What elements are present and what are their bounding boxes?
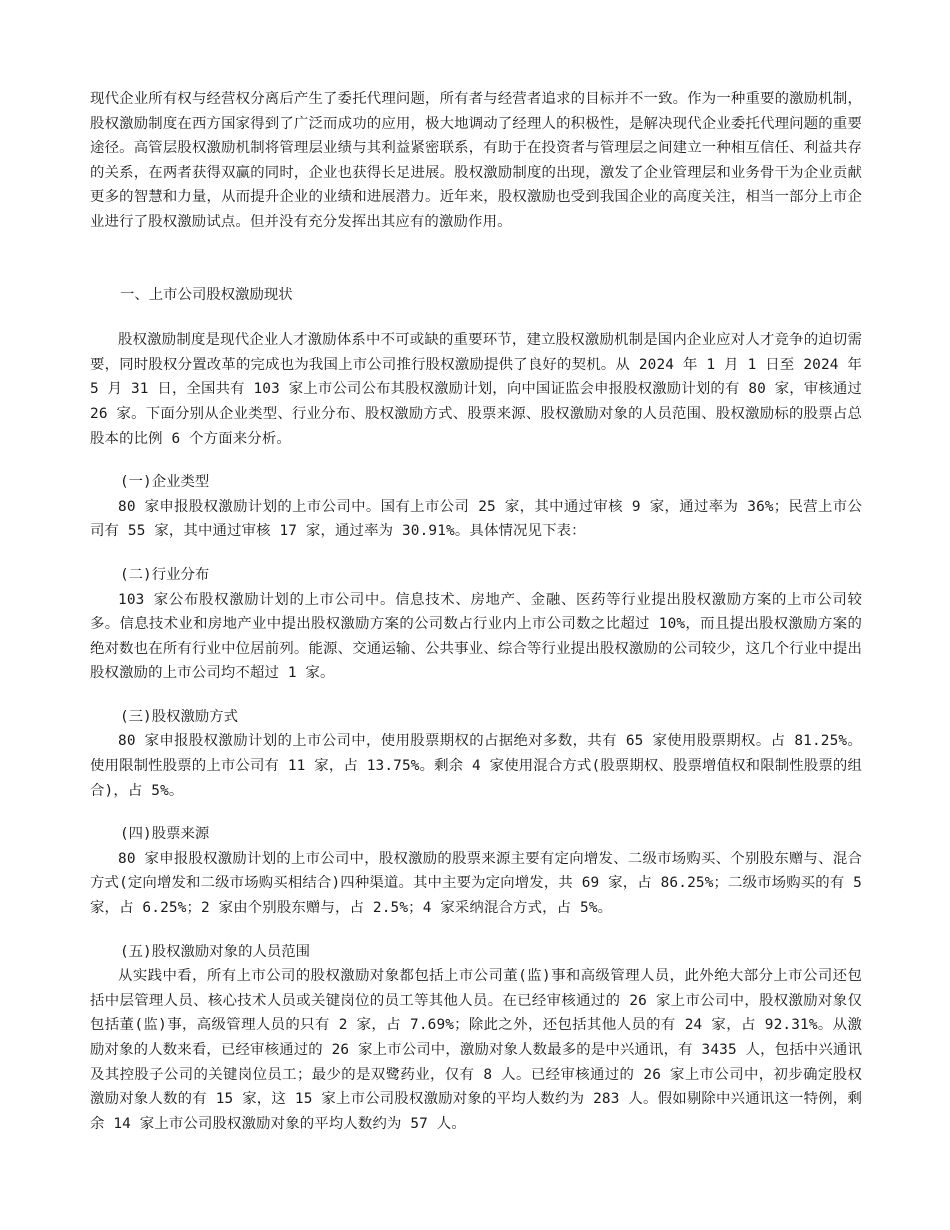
spacer [90, 544, 862, 563]
subsection-body-incentive-method: 80 家申报股权激励计划的上市公司中，使用股票期权的占据绝对多数，共有 65 家使用股票期权。占 81.25%。使用限制性股票的上市公司有 11 家，占 13.75%。剩余 4 家使用混合方式(股票期权、股票增值权和限制性股票的组合)，占 5%。 [90, 733, 862, 799]
subsection-body-personnel-scope: 从实践中看，所有上市公司的股权激励对象都包括上市公司董(监)事和高级管理人员，此外绝大部分上市公司还包括中层管理人员、核心技术人员或关键岗位的员工等其他人员。在已经审核通过的 26 家上市公司中，股权激励对象仅包括董(监)事，高级管理人员的只有 2 家，占 7.69%；除此之外，还包括其他人员的有 24 家，占 92.31%。从激励对象的人数来看，已经审核通过的 26 家上市公司中，激励对象人数最多的是中兴通讯，有 3435 人，包括中兴通讯及其控股子公司的关键岗位员工；最少的是双鹭药业，仅有 8 人。已经审核通过的 26 家上市公司中，初步确定股权激励对象人数的有 15 家，这 15 家上市公司股权激励对象的平均人数约为 283 人。假如剔除中兴通讯这一特例，剩余 14 家上市公司股权激励对象的平均人数约为 57 人。 [90, 968, 862, 1132]
section-lead-paragraph: 股权激励制度是现代企业人才激励体系中不可或缺的重要环节，建立股权激励机制是国内企业应对人才竞争的迫切需要，同时股权分置改革的完成也为我国上市公司推行股权激励提供了良好的契机。从 2024 年 1 月 1 日至 2024 年 5 月 31 日，全国共有 103 家上市公司公布其股权激励计划，向中国证监会申报股权激励计划的有 80 家，审核通过 26 家。下面分别从企业类型、行业分布、股权激励方式、股票来源、股权激励对象的人员范围、股权激励标的股票占总股本的比例 6 个方面来分析。 [90, 332, 862, 447]
intro-paragraph: 现代企业所有权与经营权分离后产生了委托代理问题，所有者与经营者追求的目标并不一致。作为一种重要的激励机制，股权激励制度在西方国家得到了广泛而成功的应用，极大地调动了经理人的积极性，是解决现代企业委托代理问题的重要途径。高管层股权激励机制将管理层业绩与其利益紧密联系，有助于在投资者与管理层之间建立一种相互信任、利益共存的关系，在两者获得双赢的同时，企业也获得长足进展。股权激励制度的出现，激发了企业管理层和业务骨干为企业贡献更多的智慧和力量，从而提升企业的业绩和进展潜力。近年来，股权激励也受到我国企业的高度关注，相当一部分上市企业进行了股权激励试点。但并没有充分发挥出其应有的激励作用。 [90, 91, 862, 230]
spacer [90, 235, 862, 283]
document-page [90, 87, 862, 1136]
subsection-title-stock-source: (四)股票来源 [120, 826, 210, 843]
subsection-title-industry: (二)行业分布 [120, 566, 210, 583]
subsection-title-incentive-method: (三)股权激励方式 [120, 708, 239, 725]
subsection-title-personnel-scope: (五)股权激励对象的人员范围 [120, 943, 311, 960]
spacer [90, 803, 862, 822]
spacer [90, 451, 862, 470]
subsection-body-enterprise-type: 80 家申报股权激励计划的上市公司中。国有上市公司 25 家，其中通过审核 9 家，通过率为 36%；民营上市公司有 55 家，其中通过审核 17 家，通过率为 30.91%。具体情况见下表： [90, 498, 862, 540]
spacer [90, 307, 862, 328]
spacer [90, 686, 862, 705]
section-heading: 一、上市公司股权激励现状 [120, 286, 293, 303]
subsection-title-enterprise-type: (一)企业类型 [120, 474, 210, 491]
subsection-body-industry: 103 家公布股权激励计划的上市公司中。信息技术、房地产、金融、医药等行业提出股权激励方案的上市公司较多。信息技术业和房地产业中提出股权激励方案的公司数占行业内上市公司数之比超过 10%，而且提出股权激励方案的绝对数也在所有行业中位居前列。能源、交通运输、公共事业、综合等行业提出股权激励的公司较少，这几个行业中提出股权激励的上市公司均不超过 1 家。 [90, 591, 862, 682]
spacer [90, 921, 862, 940]
subsection-body-stock-source: 80 家申报股权激励计划的上市公司中，股权激励的股票来源主要有定向增发、二级市场购买、个别股东赠与、混合方式(定向增发和二级市场购买相结合)四种渠道。其中主要为定向增发，共 69 家，占 86.25%；二级市场购买的有 5 家，占 6.25%；2 家由个别股东赠与，占 2.5%；4 家采纳混合方式，占 5%。 [90, 850, 862, 917]
